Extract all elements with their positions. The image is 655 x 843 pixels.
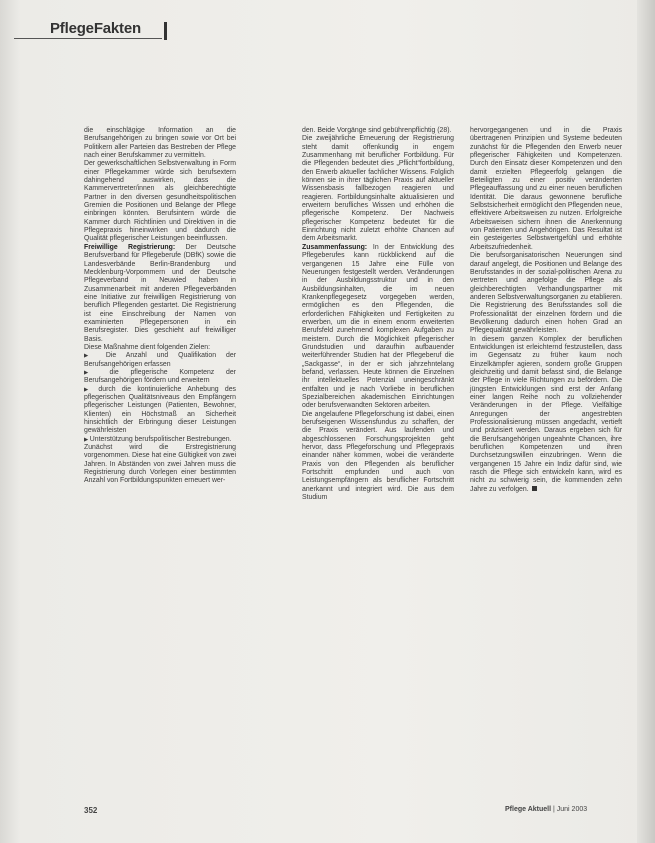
text-column-1 bbox=[84, 127, 236, 486]
paragraph-text: Zunächst wird die Erstregistrierung vorgenommen. Diese hat eine Gültigkeit von zwei Jahren. In Abständen von zwei Jahren muss die Registrierung durch Vorlegen einer bestimmten Anzahl von Fortbildungspunkten erneuert wer- bbox=[84, 444, 236, 485]
header-bar bbox=[164, 22, 167, 40]
end-of-article-mark bbox=[532, 486, 537, 491]
page-edge-shadow bbox=[637, 0, 655, 843]
paragraph-text: hervorgegangenen und in die Praxis übertragenen Prinzipien und Systeme bedeuten zunächst für die Pflegenden den Erwerb neuer pflegerischer Fähigkeiten und Kompetenzen. Durch den Einsatz dieser Kompetenzen und den damit erzielten Pflegeerfolg gelangen die Beteiligten zu einer positiv veränderten Pflegeauffassung und zu einer neuen beruflichen Identität. Die daraus gewonnene berufliche Selbstsicherheit ermöglicht den Pflegenden neue, effektivere Arbeitsweisen zu nutzen. Erfolgreiche Arbeitsweisen sichern ihnen die Anerkennung von Patienten und Angehörigen. Das Resultat ist ein gesteigertes Selbstwertgefühl und erhöhte Arbeitszufriedenheit. bbox=[470, 127, 622, 251]
page-number: 352 bbox=[84, 806, 98, 815]
paragraph-text: Die angelaufene Pflegeforschung ist dabei, einen berufseigenen Wissensfundus zu schaffen, der die Praxis verändert. Aus laufenden und abgeschlossenen Forschungsprojekten geht hervor, dass Pflegeforschung und Pflegepraxis einander näher kommen, wobei die veränderte Praxis von den Pflegenden als beruflicher Fortschritt empfunden und auch von Leistungsempfängern als beruflicher Fortschritt anerkannt und integriert wird. Die aus dem Studium bbox=[302, 410, 454, 502]
paragraph-text: Der Deutsche Berufsverband für Pflegeberufe (DBfK) sowie die Landesverbände Berlin-Brandenburg und Mecklenburg-Vorpommern und der Deutsche Pflegeverband in Neuwied haben in Zusammenarbeit mit anderen Pflegeverbänden eine Initiative zur freiwilligen Registrierung von beruflich Pflegenden gestartet. Die Registrierung ist eine Einschreibung der Namen von examinierten Pflegepersonen in ein Berufsregister. Dies geschieht auf freiwilliger Basis. bbox=[84, 243, 237, 343]
paragraph bbox=[84, 344, 236, 352]
paragraph-text: Diese Maßnahme dient folgenden Zielen: bbox=[84, 343, 211, 351]
paragraph-text: Der gewerkschaftlichen Selbstverwaltung in Form einer Pflegekammer würde sich berufsextern dahingehend auswirken, dass die Kammervertreter/innen als gleichberechtigte Partner in den diversen gesundheitspolitischen Gremien die Positionen und Belange der Pflege einbringen könnten. Berufsintern würde die Kammer durch Richtlinien und Direktiven in die Pflegepraxis hineinwirken und dadurch die Qualität pflegerischer Leistungen beeinflussen. bbox=[84, 160, 236, 243]
paragraph bbox=[470, 127, 622, 252]
paragraph-text: den. Beide Vorgänge sind gebührenpflichtig (28). bbox=[302, 127, 452, 134]
bullet-item bbox=[84, 436, 236, 444]
paragraph bbox=[84, 160, 236, 243]
bullet-item bbox=[84, 352, 236, 369]
paragraph bbox=[84, 444, 236, 486]
paragraph bbox=[302, 244, 454, 411]
section-header bbox=[14, 18, 174, 44]
paragraph-lead: Freiwillige Registrierung: bbox=[84, 243, 176, 251]
footer-separator: | bbox=[552, 806, 555, 813]
paragraph-text: In der Entwicklung des Pflegeberufes kann rückblickend auf die vergangenen 15 Jahre eine Fülle von Neuerungen festgestellt werden. Veränderungen in der Ausbildungsstruktur und in den Ausbildungsinhalten, die im neuen Krankenpflegegesetz vorgegeben werden, ermöglichen es den Pflegenden, die erforderlichen Fähigkeiten und Fertigkeiten zu erwerben, um die in einem enorm erweiterten Berufsfeld zunehmend komplexen Aufgaben zu meistern. Durch die Möglichkeit pflegerischer Grundstudien und daraufhin aufbauender weiterführender Studien hat der Pflegeberuf die „Sackgasse“, in der er sich jahrzehntelang befand, verlassen. Heute können die Einzelnen ihr intellektuelles Potenzial uneingeschränkt entfalten und je nach Vorliebe in beruflichen Spezialbereichen akademischen Einrichtungen oder berufsverwandten Sektoren arbeiten. bbox=[302, 243, 454, 410]
paragraph-text: Die Anzahl und Qualifikation der Berufsangehörigen erfassen bbox=[84, 352, 237, 368]
paragraph bbox=[84, 127, 236, 160]
paragraph-text: die pflegerische Kompetenz der Berufsangehörigen fördern und erweitern bbox=[84, 368, 236, 385]
issue-date: Juni 2003 bbox=[556, 806, 588, 813]
paragraph-text: Die berufsorganisatorischen Neuerungen sind darauf angelegt, die Positionen und Belange des Berufsstandes in der sozial-politischen Arena zu vertreten und angefolge die Pflege als gleichberechtigten Verhandlungspartner mit anderen Selbstverwaltungsorganen zu etablieren. Die Registrierung des Berufsstandes soll die Professionalität der einzelnen fördern und die Bevölkerung dadurch einen hohen Grad an Pflegequalität gewährleisten. bbox=[470, 252, 622, 335]
text-column-2 bbox=[302, 127, 454, 502]
paragraph-text: durch die kontinuierliche Anhebung des pflegerischen Qualitätsniveaus den Empfängern pflegerischer Leistungen (Patienten, Bewohner, Klienten) ein Höchstmaß an Sicherheit hinsichtlich der Erbringung dieser Leistungen gewährleisten bbox=[84, 385, 236, 435]
paragraph bbox=[84, 244, 236, 344]
paragraph-text: die einschlägige Information an die Berufsangehörigen zu bringen sowie vor Ort bei Politikern aller Parteien das Bestreben der Pflege nach einer Berufskammer zu vermitteln. bbox=[84, 127, 236, 160]
magazine-name: Pflege Aktuell bbox=[505, 806, 552, 813]
paragraph-text: In diesem ganzen Komplex der beruflichen Entwicklungen ist erleichternd festzustellen, dass im Gegensatz zu früher kaum noch Einzelkämpfer agieren, sondern große Gruppen gleichzeitig und damit befasst sind, die Belange der Pflege in viele Richtungen zu befördern. Die jüngsten Entwicklungen sind erst der Anfang einer langen Reihe noch zu vollziehender Veränderungen in der Pflege. Vielfältige Anregungen der angestrebten Professionalisierung müssen angedacht, vertieft und präzisiert werden. Daraus ergeben sich für die Berufsangehörigen ungeahnte Chancen, ihre beruflichen Kompetenzen und ihren Durchsetzungswillen einzubringen. Wenn die vergangenen 15 Jahre ein Indiz dafür sind, wie rasch die Pflege sich entwickeln kann, wird es nicht zu schwierig sein, die kommenden zehn Jahre zu verfolgen. bbox=[470, 335, 622, 493]
text-column-3 bbox=[470, 127, 622, 494]
paragraph-lead: Zusammenfassung: bbox=[302, 243, 368, 251]
paragraph bbox=[302, 411, 454, 503]
bullet-item bbox=[84, 369, 236, 386]
magazine-footer bbox=[505, 806, 587, 813]
section-title: PflegeFakten bbox=[50, 20, 141, 37]
paragraph-text: Die zweijährliche Erneuerung der Registrierung steht damit offenkundig in engem Zusammenhang mit beruflicher Fortbildung. Für die Pflegenden bedeutet dies „Pflicht“fortbildung, den Erwerb aktueller fachlicher Wissens. Folglich können sie in ihrer täglichen Praxis auf aktueller Wissensbasis fallbezogen reagieren und reagieren. Fortbildungsinhalte aktualisieren und erweitern berufliches Wissen und erhöhen die pflegerische Kompetenz. Der Nachweis pflegerischer Kompetenz bedeutet für die Einrichtung nicht zuletzt erhöhte Chancen auf dem Arbeitsmarkt. bbox=[302, 135, 454, 243]
paragraph bbox=[302, 135, 454, 243]
paragraph bbox=[470, 336, 622, 495]
bullet-item bbox=[84, 386, 236, 436]
paragraph bbox=[470, 252, 622, 335]
paragraph-text: Unterstützung berufspolitischer Bestrebungen. bbox=[89, 435, 232, 443]
paragraph bbox=[302, 127, 454, 135]
header-rule bbox=[14, 38, 162, 39]
